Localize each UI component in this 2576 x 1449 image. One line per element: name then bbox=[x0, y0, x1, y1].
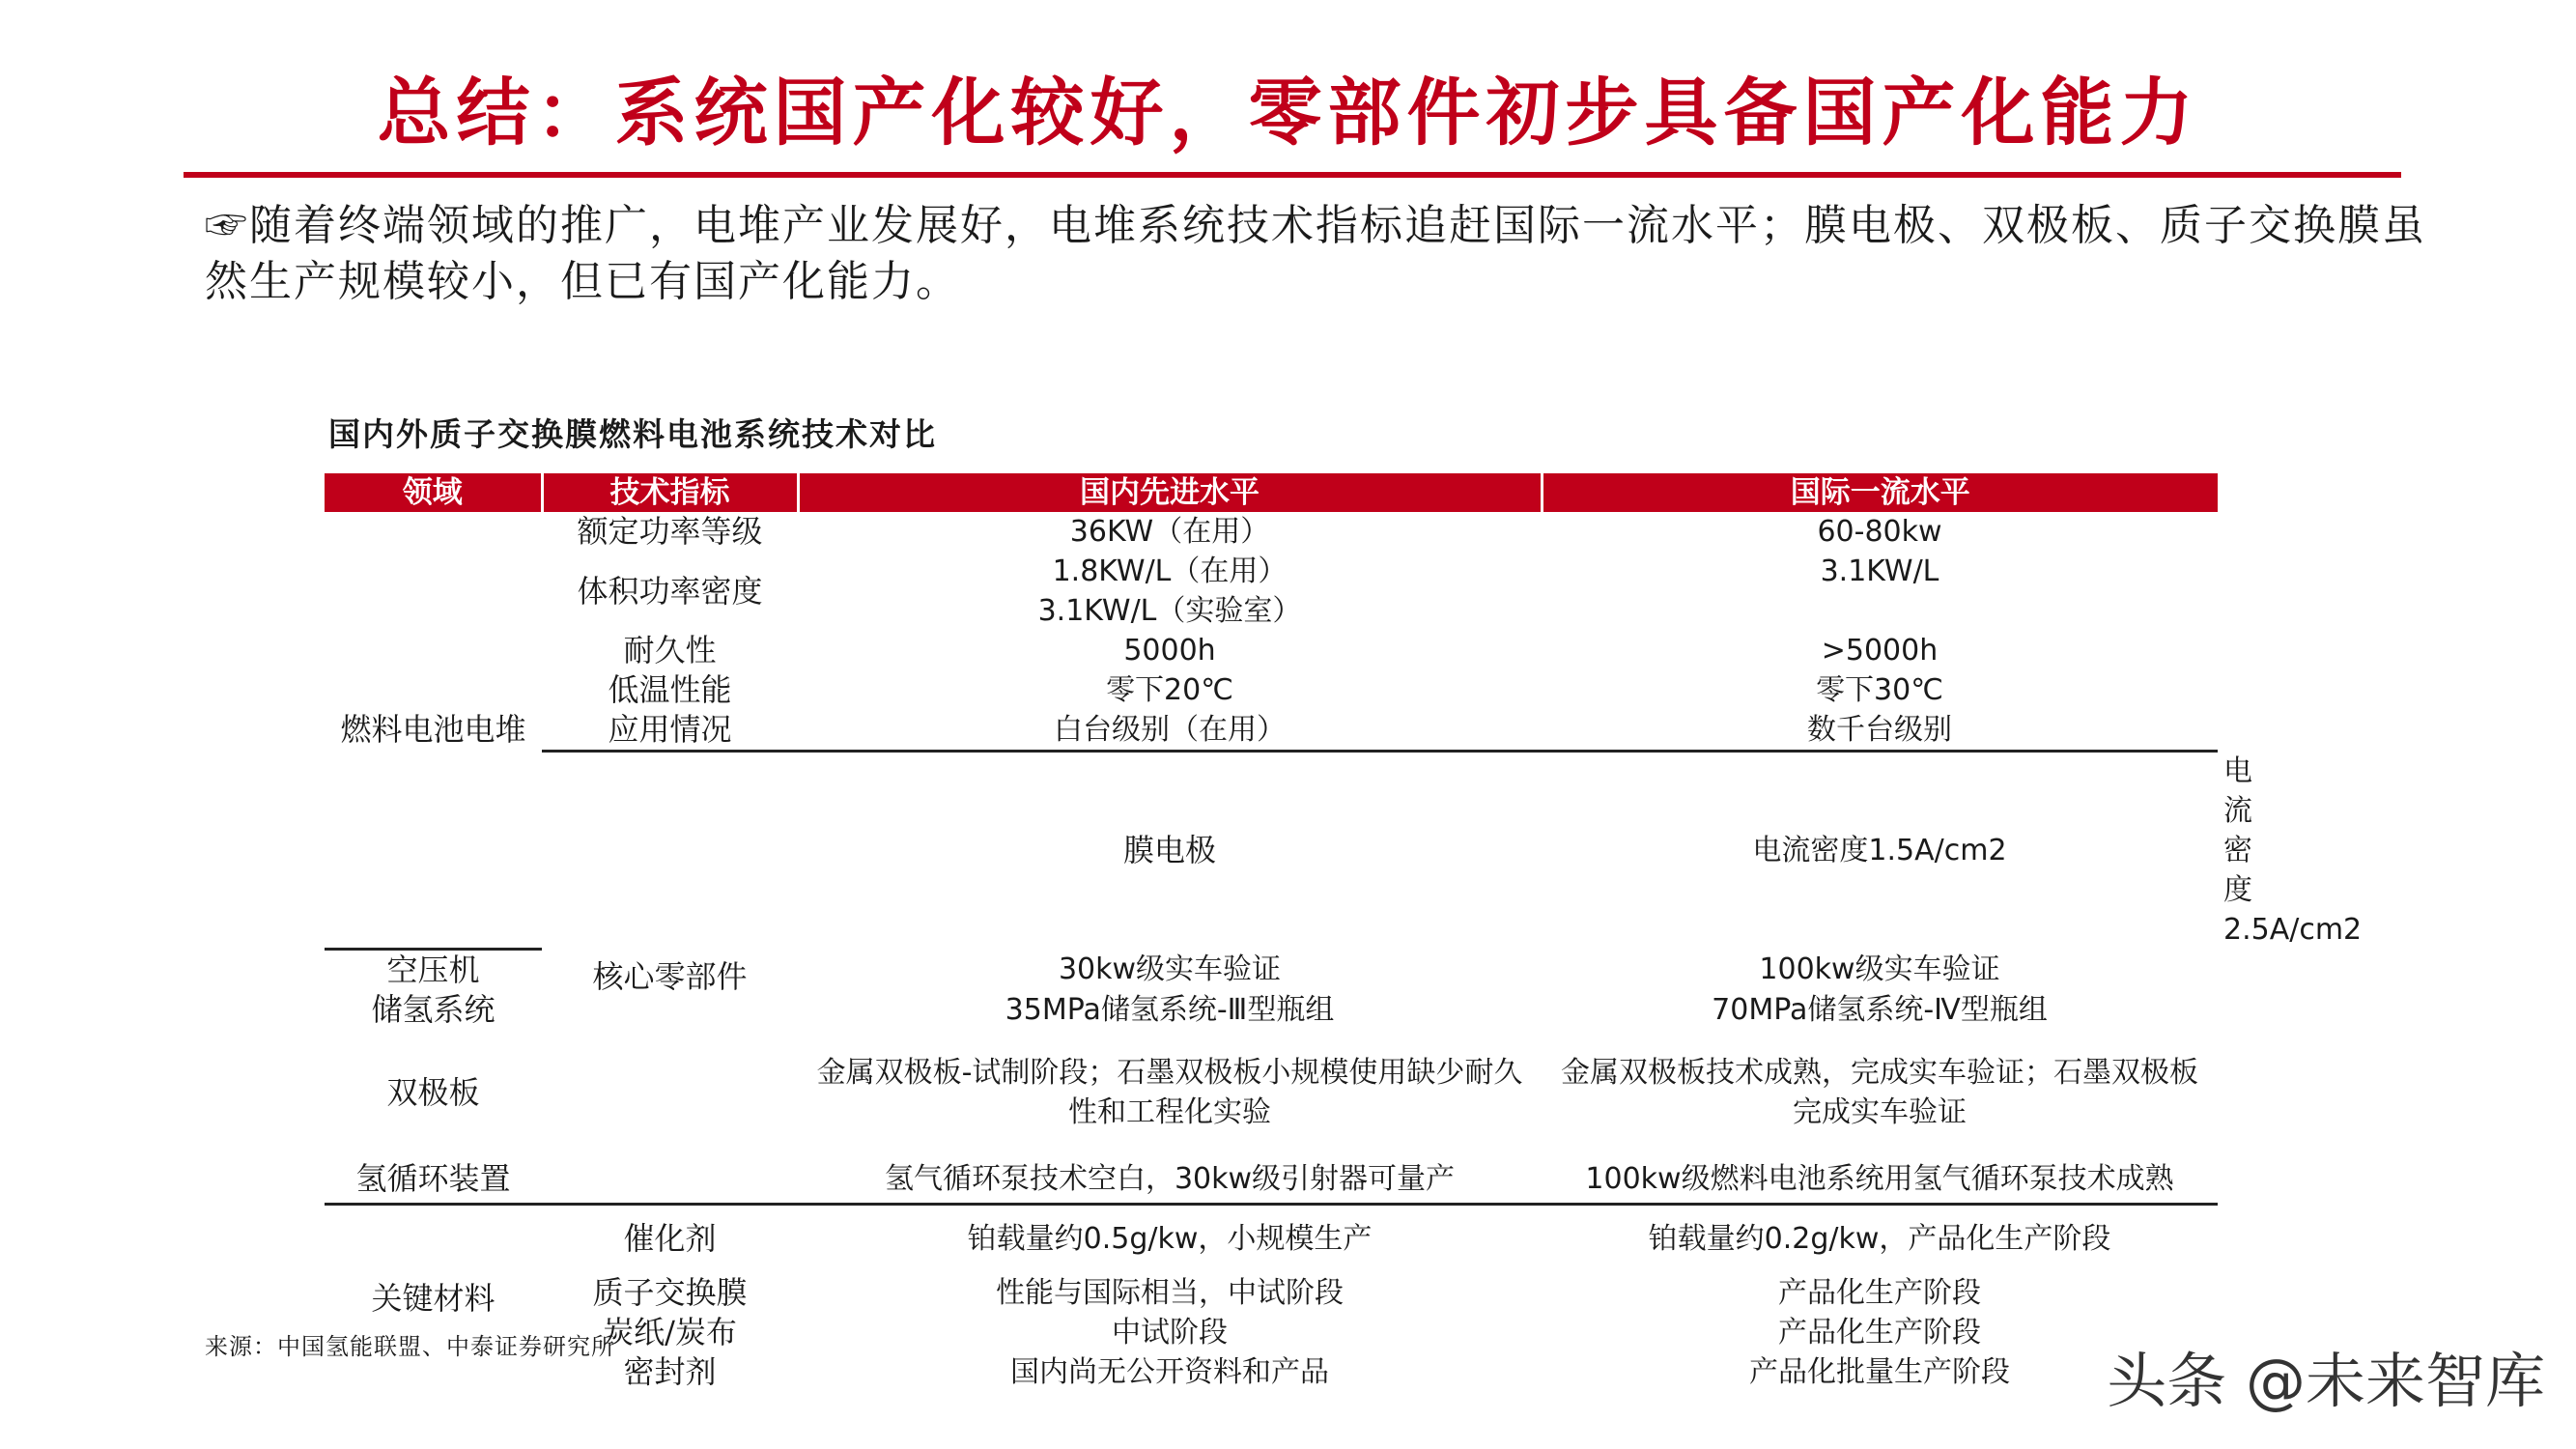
table-row bbox=[325, 1204, 2218, 1273]
header-field: 领域 bbox=[325, 473, 542, 512]
category-cell: 关键材料 bbox=[371, 1279, 495, 1317]
indicator-cell: 双极板 bbox=[386, 1073, 480, 1111]
category-cell: 核心零部件 bbox=[542, 752, 798, 1205]
table-row bbox=[325, 631, 2218, 670]
intro-text: 随着终端领域的推广，电堆产业发展好，电堆系统技术指标追赶国际一流水平；膜电极、双极板、质子交换膜虽然生产规模较小，但已有国产化能力。 bbox=[205, 201, 2426, 306]
international-cell: 70MPa储氢系统-Ⅳ型瓶组 bbox=[1712, 993, 2048, 1027]
table-header-row bbox=[325, 473, 2218, 512]
header-indicator: 技术指标 bbox=[542, 473, 798, 512]
international-cell: 60-80kw bbox=[1817, 515, 1942, 549]
table-row bbox=[325, 1273, 2218, 1313]
domestic-cell: 1.8KW/L（在用） 3.1KW/L（实验室） bbox=[1037, 554, 1302, 628]
header-international: 国际一流水平 bbox=[1542, 473, 2218, 512]
pointing-hand-icon: ☞ bbox=[205, 201, 249, 250]
table-row bbox=[325, 512, 2218, 552]
indicator-cell: 密封剂 bbox=[623, 1353, 717, 1390]
domestic-cell: 36KW（在用） bbox=[1069, 515, 1270, 549]
indicator-cell: 炭纸/炭布 bbox=[603, 1314, 737, 1350]
indicator-cell: 储氢系统 bbox=[371, 991, 495, 1028]
indicator-cell: 体积功率密度 bbox=[577, 572, 763, 610]
domestic-cell: 铂载量约0.5g/kw，小规模生产 bbox=[967, 1222, 1373, 1257]
watermark: 头条 @未来智库 bbox=[2107, 1346, 2545, 1416]
header-domestic: 国内先进水平 bbox=[798, 473, 1542, 512]
domestic-cell: 5000h bbox=[1123, 634, 1216, 668]
comparison-table bbox=[325, 473, 2363, 1392]
international-cell: 100kw级实车验证 bbox=[1759, 952, 2000, 987]
table-row: 核心零部件 膜电极 电流密度1.5A/cm2 电流密度2.5A/cm2 bbox=[325, 752, 2218, 950]
table-row bbox=[325, 670, 2218, 710]
table-row bbox=[325, 552, 2218, 631]
indicator-cell: 额定功率等级 bbox=[577, 513, 763, 550]
international-cell: 100kw级燃料电池系统用氢气循环泵技术成熟 bbox=[1542, 1155, 2218, 1204]
indicator-cell: 质子交换膜 bbox=[592, 1274, 748, 1311]
international-cell: 产品化批量生产阶段 bbox=[1749, 1355, 2010, 1389]
indicator-cell: 催化剂 bbox=[623, 1220, 717, 1258]
domestic-cell: 电流密度1.5A/cm2 bbox=[1752, 834, 2007, 868]
domestic-cell: 金属双极板-试制阶段；石墨双极板小规模使用缺少耐久性和工程化实验 bbox=[816, 1056, 1523, 1129]
indicator-cell: 耐久性 bbox=[623, 632, 717, 668]
domestic-cell: 国内尚无公开资料和产品 bbox=[1010, 1355, 1329, 1389]
page-title: 总结：系统国产化较好，零部件初步具备国产化能力 bbox=[377, 70, 2199, 156]
indicator-cell: 应用情况 bbox=[542, 710, 798, 752]
indicator-cell: 膜电极 bbox=[1122, 832, 1216, 869]
domestic-cell: 零下20℃ bbox=[1106, 673, 1233, 707]
international-cell: 零下30℃ bbox=[1816, 673, 1943, 707]
table-row bbox=[325, 710, 2218, 752]
indicator-cell: 空压机 bbox=[386, 952, 480, 988]
indicator-cell: 氢循环装置 bbox=[325, 1155, 542, 1204]
international-cell: 3.1KW/L bbox=[1820, 554, 1939, 588]
international-cell: 金属双极板技术成熟，完成实车验证；石墨双极板完成实车验证 bbox=[1561, 1056, 2198, 1129]
table-caption: 国内外质子交换膜燃料电池系统技术对比 bbox=[328, 415, 937, 453]
intro-paragraph bbox=[205, 198, 2455, 310]
domestic-cell: 性能与国际相当，中试阶段 bbox=[996, 1276, 1344, 1310]
international-cell: 产品化生产阶段 bbox=[1778, 1316, 1981, 1350]
source-note: 来源：中国氢能联盟、中泰证券研究所 bbox=[205, 1333, 615, 1360]
domestic-cell: 30kw级实车验证 bbox=[1058, 952, 1282, 987]
title-divider bbox=[184, 172, 2401, 178]
indicator-cell: 低温性能 bbox=[608, 671, 732, 708]
domestic-cell: 中试阶段 bbox=[1112, 1316, 1228, 1350]
domestic-cell: 氢气循环泵技术空白，30kw级引射器可量产 bbox=[798, 1155, 1542, 1204]
international-cell: 产品化生产阶段 bbox=[1778, 1276, 1981, 1310]
domestic-cell: 白台级别（在用） bbox=[798, 710, 1542, 752]
international-cell: 铂载量约0.2g/kw，产品化生产阶段 bbox=[1648, 1222, 2111, 1257]
international-cell: 数千台级别 bbox=[1542, 710, 2218, 752]
category-cell: 燃料电池电堆 bbox=[325, 512, 542, 950]
international-cell: >5000h bbox=[1821, 634, 1939, 668]
domestic-cell: 35MPa储氢系统-Ⅲ型瓶组 bbox=[1005, 993, 1335, 1027]
